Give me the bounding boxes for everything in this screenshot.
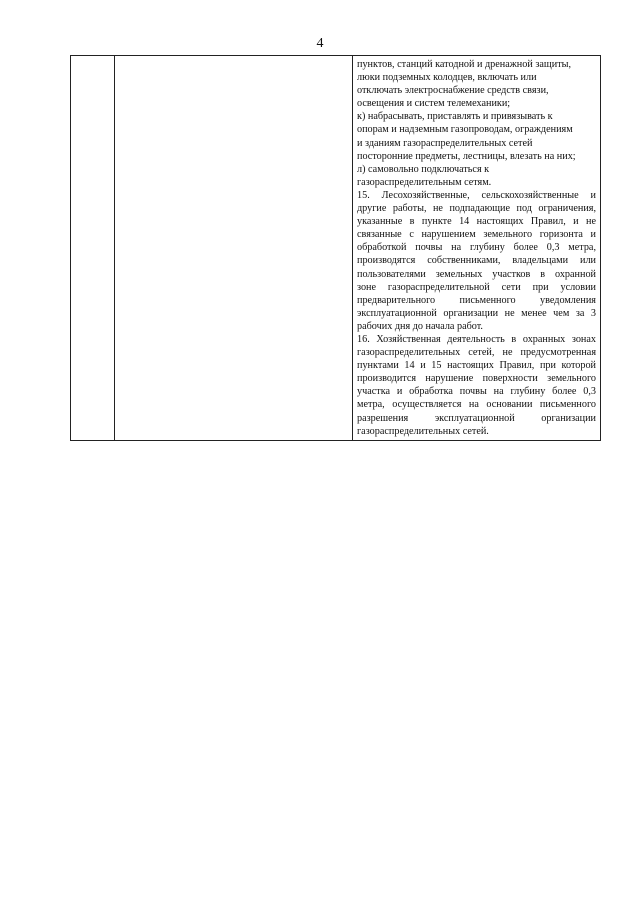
text-line: метра, осуществляется на основании письменного — [357, 399, 596, 411]
text-line: эксплуатационной организации не менее чем за 3 — [357, 307, 596, 319]
text-line: отключать электроснабжение средств связи, — [357, 85, 549, 97]
text-line: и зданиям газораспределительных сетей — [357, 137, 533, 149]
text-line: к) набрасывать, приставлять и привязывать к — [357, 111, 553, 123]
text-line: газораспределительных сетей. — [357, 425, 489, 437]
text-line: связанные с нарушением земельного горизонта и — [357, 229, 596, 241]
text-line: 15. Лесохозяйственные, сельскохозяйственные и — [357, 189, 596, 201]
text-line: зоне газораспределительной сети при условии — [357, 281, 596, 293]
table-cell-number — [71, 56, 115, 441]
text-line: участка и обработка почвы на глубину более 0,3 — [357, 386, 596, 398]
text-line: люки подземных колодцев, включать или — [357, 72, 537, 84]
page-number: 4 — [316, 36, 324, 51]
table-row — [71, 56, 601, 441]
text-line: производится нарушение поверхности земельного — [357, 373, 596, 385]
text-line: разрешения эксплуатационной организации — [357, 412, 596, 424]
text-line: рабочих дня до начала работ. — [357, 320, 483, 332]
text-line: пользователями земельных участков в охранной — [357, 268, 596, 280]
table-cell-empty — [115, 56, 353, 441]
document-table — [70, 55, 601, 441]
text-line: предварительного письменного уведомления — [357, 294, 596, 306]
text-line: другие работы, не подпадающие под ограничения, — [357, 203, 596, 215]
text-line: газораспределительным сетям. — [357, 176, 492, 188]
text-line: л) самовольно подключаться к — [357, 163, 490, 175]
text-line: газораспределительных сетей, не предусмотренная — [357, 347, 596, 359]
text-line: пунктами 14 и 15 настоящих Правил, при которой — [357, 360, 596, 372]
text-line: пунктов, станций катодной и дренажной защиты, — [357, 59, 572, 70]
text-line: опорам и надземным газопроводам, ограждениям — [357, 124, 573, 136]
text-line: указанные в пункте 14 настоящих Правил, и не — [357, 216, 596, 228]
text-line: 16. Хозяйственная деятельность в охранных зонах — [357, 333, 596, 345]
text-line: обработкой почвы на глубину более 0,3 метра, — [357, 242, 596, 254]
table-cell-text — [353, 56, 601, 441]
text-line: посторонние предметы, лестницы, влезать на них; — [357, 150, 576, 162]
text-line: производятся собственниками, владельцами или — [357, 255, 596, 267]
text-line: освещения и систем телемеханики; — [357, 98, 511, 110]
